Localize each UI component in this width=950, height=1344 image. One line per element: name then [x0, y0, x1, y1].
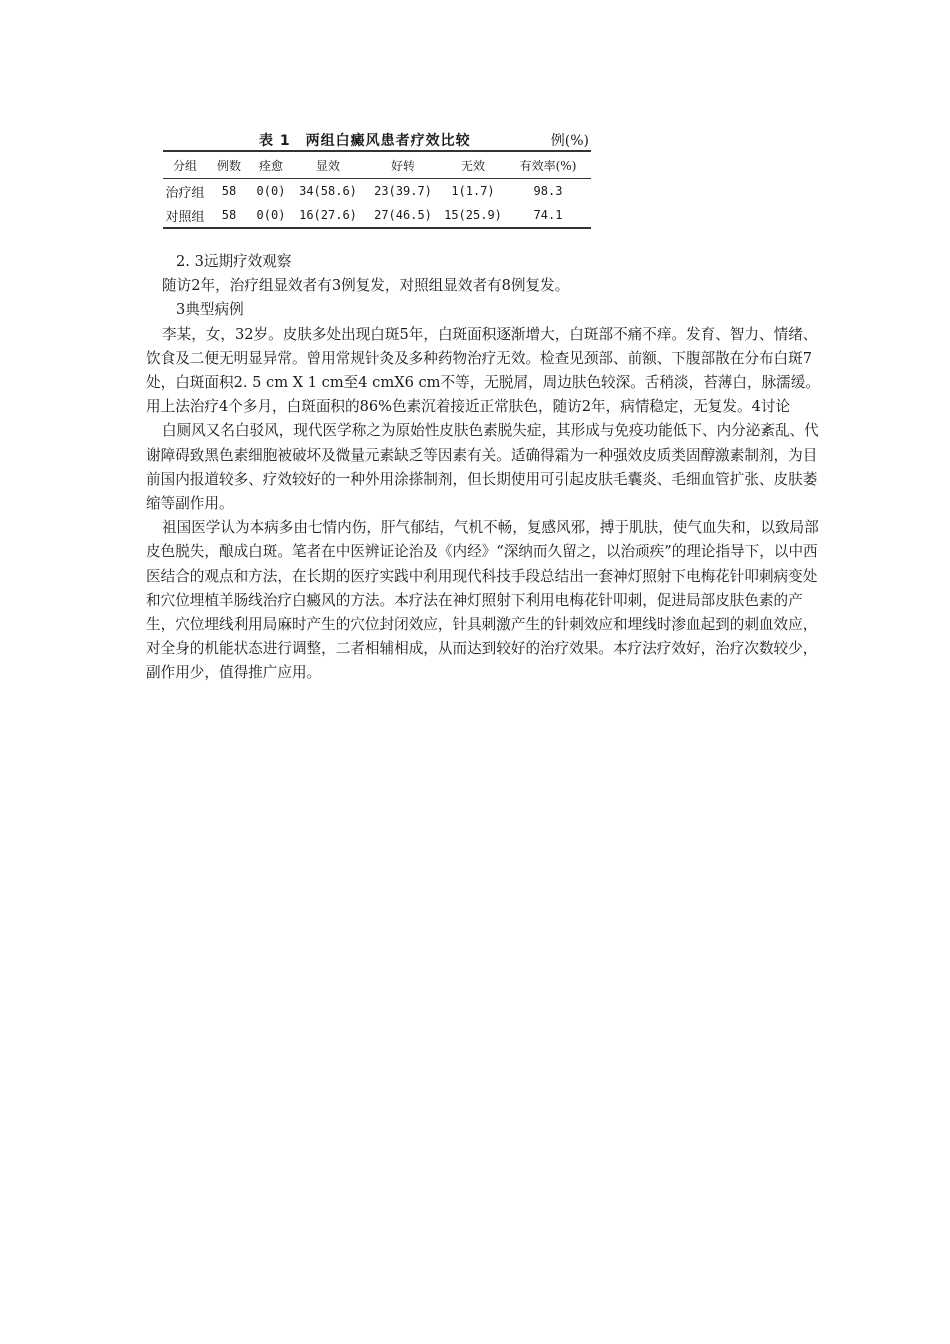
header-group: 分组	[172, 158, 197, 173]
paragraph: 随访2年，治疗组显效者有3例复发，对照组显效者有8例复发。	[162, 277, 570, 295]
header-count: 例数	[216, 158, 241, 173]
table-caption	[163, 128, 591, 150]
cell: 对照组	[165, 209, 205, 225]
table-row	[163, 179, 591, 204]
cell: 74.1	[533, 208, 563, 222]
section-heading: 2. 3远期疗效观察	[176, 253, 292, 270]
paragraph: 李某，女，32岁。皮肤多处出现白斑5年，白斑面积逐渐增大，白斑部不痛不痒。发育、智力、情绪、饮食及二便无明显异常。曾用常规针灸及多种药物治疗无效。检查见颈部、前额、下腹部散在分布白斑7处，白斑面积2. 5 cm X 1 cm至4 cmX6 cm不等，无脱屑，周边肤色较深。舌稍淡，苔薄白，脉濡缓。用上法治疗4个多月，白斑面积的86%色素沉着接近正常肤色，随访2年，病情稳定，无复发。4讨论	[146, 325, 820, 416]
cell: 58	[221, 208, 237, 222]
header-ineffective: 无效	[460, 158, 485, 173]
results-table-block	[163, 128, 591, 229]
cell: 1(1.7)	[451, 184, 495, 198]
header-improved: 好转	[390, 158, 415, 173]
results-table	[163, 150, 591, 229]
table-header-row	[163, 151, 591, 179]
article-body	[146, 250, 822, 686]
paragraph: 祖国医学认为本病多由七情内伤，肝气郁结，气机不畅，复感风邪，搏于肌肤，使气血失和，以致局部皮色脱失，酿成白斑。笔者在中医辨证论治及《内经》“深纳而久留之，以治顽疾”的理论指导下，以中西医结合的观点和方法，在长期的医疗实践中利用现代科技手段总结出一套神灯照射下电梅花针叩刺病变处和穴位埋植羊肠线治疗白癜风的方法。本疗法在神灯照射下利用电梅花针叩刺，促进局部皮肤色素的产生，穴位埋线利用局麻时产生的穴位封闭效应，针具刺激产生的针刺效应和埋线时渗血起到的刺血效应，对全身的机能状态进行调整，二者相辅相成，从而达到较好的治疗效果。本疗法疗效好，治疗次数较少，副作用少，值得推广应用。	[146, 519, 819, 682]
cell: 58	[221, 184, 237, 198]
cell: 16(27.6)	[299, 208, 357, 222]
cell: 治疗组	[165, 185, 205, 201]
cell: 98.3	[533, 184, 563, 198]
table-row	[163, 203, 591, 228]
cell: 27(46.5)	[374, 208, 432, 222]
cell: 23(39.7)	[374, 184, 432, 198]
paragraph: 白厕风又名白驳风，现代医学称之为原始性皮肤色素脱失症，其形成与免疫功能低下、内分泌紊乱、代谢障碍致黑色素细胞被破坏及微量元素缺乏等因素有关。适确得霜为一种强效皮质类固醇激素制剂，为目前国内报道较多、疗效较好的一种外用涂搽制剂，但长期使用可引起皮肤毛囊炎、毛细血管扩张、皮肤萎缩等副作用。	[146, 422, 819, 513]
header-cured: 痊愈	[258, 158, 283, 173]
header-effective-rate: 有效率(%)	[519, 158, 577, 173]
table-title: 表 1 两组白癜风患者疗效比较	[259, 133, 471, 149]
cell: 0(0)	[256, 184, 286, 198]
cell: 15(25.9)	[444, 208, 502, 222]
table-unit: 例(%)	[550, 133, 589, 149]
cell: 0(0)	[256, 208, 286, 222]
header-marked: 显效	[315, 158, 340, 173]
cell: 34(58.6)	[299, 184, 357, 198]
section-heading: 3典型病例	[176, 301, 244, 319]
